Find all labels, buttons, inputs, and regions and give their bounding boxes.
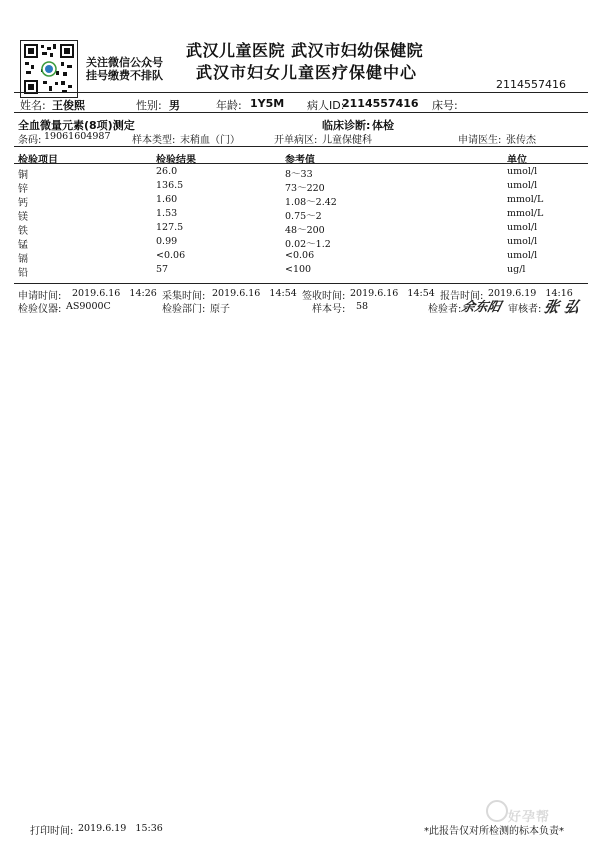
result-item: 镁: [18, 212, 28, 223]
collect-time: 2019.6.16 14:54: [212, 288, 297, 299]
print-time-label: 打印时间:: [30, 826, 74, 837]
wechat-note-line2: 挂号缴费不排队: [86, 69, 163, 82]
sex-label: 性别:: [136, 99, 162, 112]
result-unit: mmol/L: [507, 208, 544, 219]
divider-patient: [14, 112, 588, 113]
doctor: 张传杰: [506, 135, 536, 146]
qr-code: [20, 40, 78, 98]
wechat-note: [86, 56, 163, 82]
result-reference: <0.06: [285, 250, 315, 261]
result-item: 钙: [18, 198, 28, 209]
col-header-unit: 单位: [507, 155, 527, 166]
ward: 儿童保健科: [322, 135, 372, 146]
result-reference: 8～33: [285, 169, 313, 180]
tester-label: 检验者:: [428, 304, 462, 315]
table-row: [0, 166, 600, 180]
divider-info: [14, 146, 588, 147]
result-unit: ug/l: [507, 264, 526, 275]
result-unit: umol/l: [507, 222, 538, 233]
qr-code-pattern: [21, 41, 77, 97]
result-reference: <100: [285, 264, 312, 275]
result-value: 1.60: [156, 194, 178, 205]
col-header-item: 检验项目: [18, 155, 58, 166]
receive-time-label: 签收时间:: [302, 291, 346, 302]
patient-id: 2114557416: [342, 97, 419, 110]
doctor-label: 申请医生:: [458, 135, 502, 146]
result-value: 26.0: [156, 166, 178, 177]
result-value: <0.06: [156, 250, 186, 261]
disclaimer: *此报告仅对所检测的标本负责*: [424, 826, 564, 837]
patient-sex: 男: [169, 99, 180, 112]
result-item: 铜: [18, 170, 28, 181]
sample-type: 末稍血（门）: [180, 135, 240, 146]
table-row: [0, 264, 600, 278]
dept: 原子: [210, 304, 230, 315]
result-item: 铁: [18, 226, 28, 237]
collect-time-label: 采集时间:: [162, 291, 206, 302]
watermark-logo-icon: [486, 800, 508, 822]
instrument-label: 检验仪器:: [18, 304, 62, 315]
hospital-name-line1: 武汉儿童医院 武汉市妇幼保健院: [186, 41, 424, 60]
dept-label: 检验部门:: [162, 304, 206, 315]
result-unit: mmol/L: [507, 194, 544, 205]
diagnosis: 体检: [372, 119, 394, 132]
report-time: 2019.6.19 14:16: [488, 288, 573, 299]
result-item: 锰: [18, 240, 28, 251]
patient-name: 王俊熙: [52, 99, 85, 112]
col-header-reference: 参考值: [285, 155, 315, 166]
table-row: [0, 222, 600, 236]
result-value: 127.5: [156, 222, 184, 233]
instrument: AS9000C: [66, 301, 111, 312]
age-label: 年龄:: [216, 99, 242, 112]
sample-no-label: 样本号:: [312, 304, 346, 315]
apply-time: 2019.6.16 14:26: [72, 288, 157, 299]
result-value: 57: [156, 264, 169, 275]
table-row: [0, 208, 600, 222]
result-item: 锌: [18, 184, 28, 195]
result-reference: 73～220: [285, 183, 325, 194]
barcode: 19061604987: [44, 131, 111, 142]
reviewer-label: 审核者:: [508, 304, 542, 315]
table-row: [0, 194, 600, 208]
result-reference: 0.02～1.2: [285, 239, 331, 250]
reviewer-signature: 张 弘: [541, 298, 582, 316]
pid-label: 病人ID:: [307, 99, 345, 112]
result-unit: umol/l: [507, 180, 538, 191]
sample-no: 58: [356, 301, 369, 312]
print-time: 2019.6.19 15:36: [78, 823, 163, 834]
result-item: 镉: [18, 254, 28, 265]
apply-time-label: 申请时间:: [18, 291, 62, 302]
hospital-name-line2: 武汉市妇女儿童医疗保健中心: [196, 63, 418, 82]
ward-label: 开单病区:: [274, 135, 318, 146]
result-value: 136.5: [156, 180, 184, 191]
result-unit: umol/l: [507, 250, 538, 261]
table-row: [0, 236, 600, 250]
wechat-note-line1: 关注微信公众号: [86, 56, 163, 69]
tester-signature: 余东阳: [459, 300, 503, 315]
test-title: 全血微量元素(8项)测定: [18, 119, 135, 132]
divider-top: [14, 92, 588, 93]
divider-table-bottom: [14, 283, 588, 284]
table-row: [0, 250, 600, 264]
watermark-text: 好孕帮: [508, 810, 551, 825]
result-value: 0.99: [156, 236, 178, 247]
diagnosis-label: 临床诊断:: [322, 119, 371, 132]
result-unit: umol/l: [507, 166, 538, 177]
report-time-label: 报告时间:: [440, 291, 484, 302]
result-reference: 1.08～2.42: [285, 197, 337, 208]
report-id: 2114557416: [496, 78, 566, 91]
col-header-result: 检验结果: [156, 155, 196, 166]
table-row: [0, 180, 600, 194]
sample-type-label: 样本类型:: [132, 135, 176, 146]
receive-time: 2019.6.16 14:54: [350, 288, 435, 299]
result-reference: 48～200: [285, 225, 325, 236]
divider-table-header: [14, 163, 588, 164]
result-item: 铅: [18, 268, 28, 279]
name-label: 姓名:: [20, 99, 46, 112]
result-reference: 0.75～2: [285, 211, 322, 222]
bed-label: 床号:: [432, 99, 458, 112]
barcode-label: 条码:: [18, 135, 42, 146]
result-value: 1.53: [156, 208, 178, 219]
result-unit: umol/l: [507, 236, 538, 247]
patient-age: 1Y5M: [250, 97, 285, 110]
